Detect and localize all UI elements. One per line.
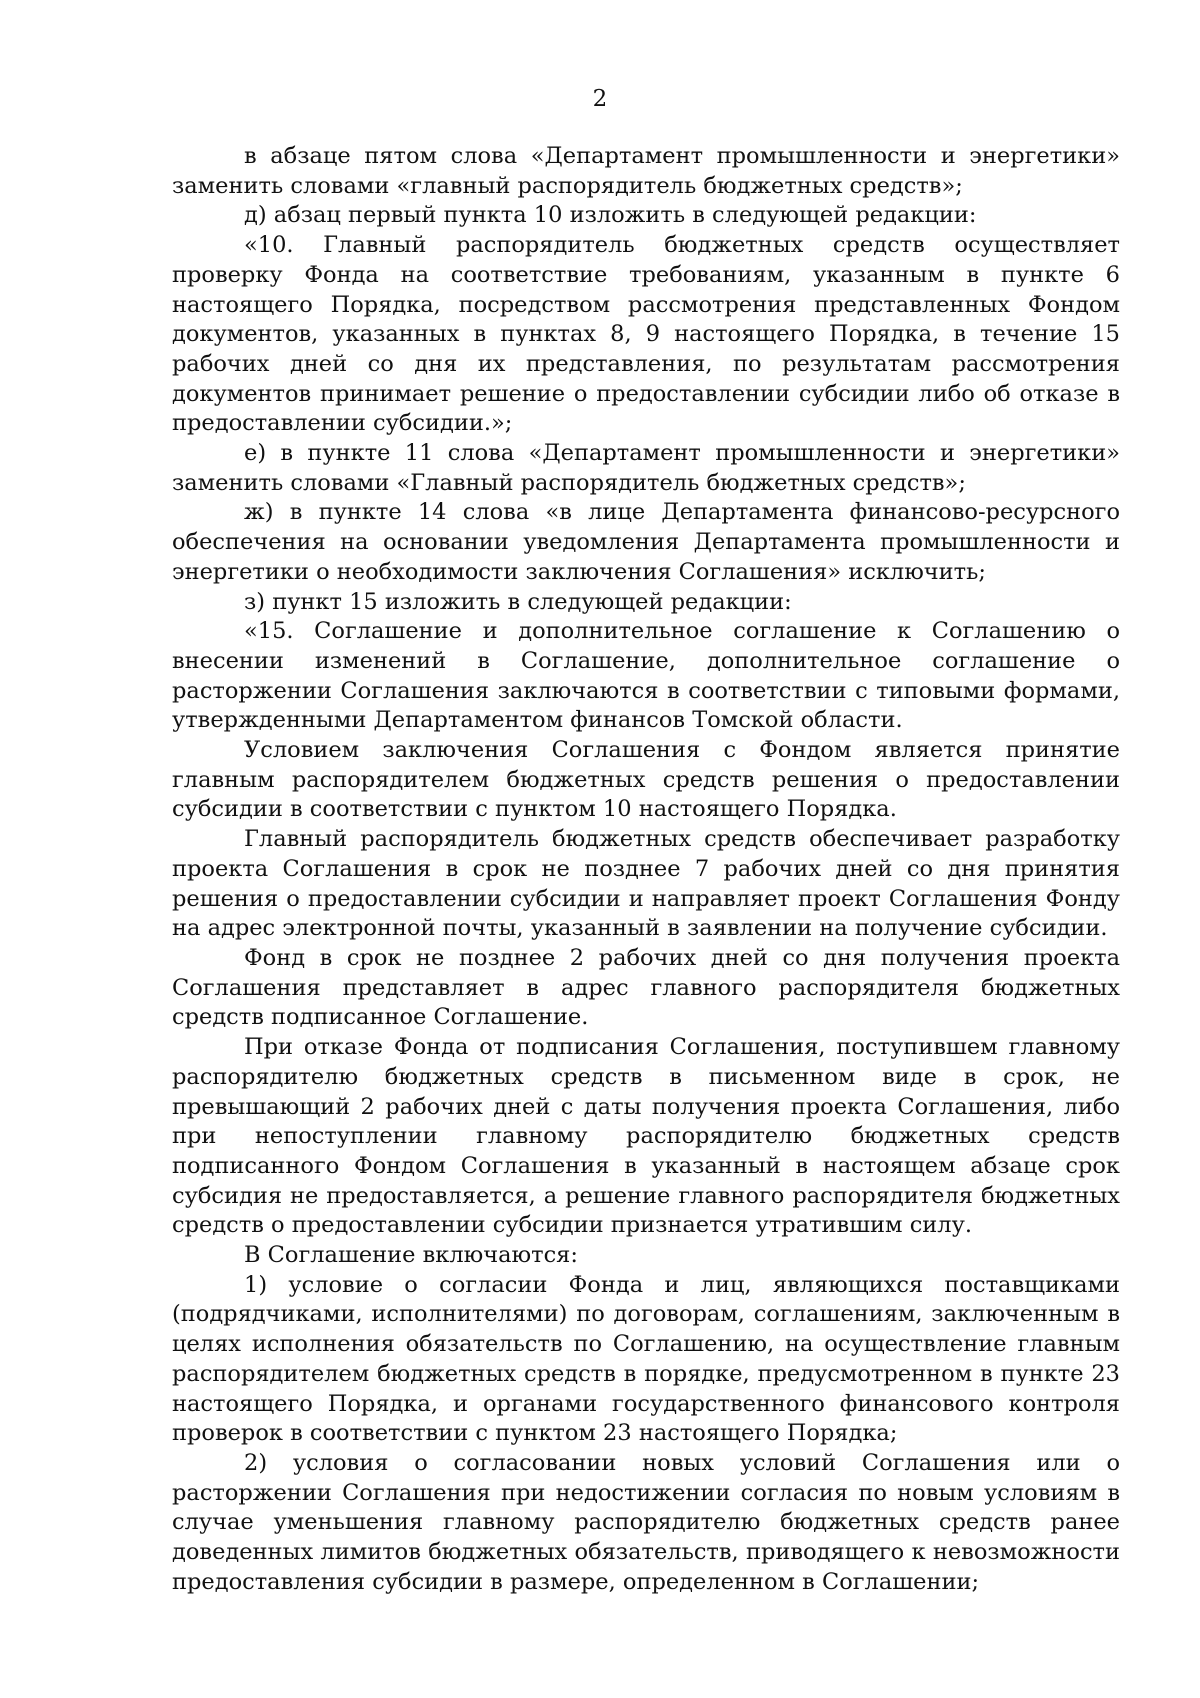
paragraph: В Соглашение включаются: bbox=[244, 1242, 578, 1269]
document-body bbox=[172, 142, 1120, 1597]
paragraph: Главный распорядитель бюджетных средств обеспечивает разработку проекта Соглашения в срок не позднее 7 рабочих дней со дня принятия решения о предоставлении субсидии и направляет проект Соглашения Фонду на адрес электронной почты, указанный в заявлении на получение субсидии. bbox=[172, 826, 1120, 942]
paragraph: в абзаце пятом слова «Департамент промышленности и энергетики» заменить словами «главный распорядитель бюджетных средств»; bbox=[172, 143, 1120, 199]
page-number: 2 bbox=[592, 86, 608, 112]
paragraph: з) пункт 15 изложить в следующей редакции: bbox=[244, 588, 792, 615]
paragraph: е) в пункте 11 слова «Департамент промышленности и энергетики» заменить словами «Главный распорядитель бюджетных средств»; bbox=[172, 440, 1120, 496]
paragraph: Фонд в срок не позднее 2 рабочих дней со дня получения проекта Соглашения представляет в адрес главного распорядителя бюджетных средств подписанное Соглашение. bbox=[172, 944, 1120, 1031]
paragraph: д) абзац первый пункта 10 изложить в следующей редакции: bbox=[244, 202, 977, 229]
paragraph: 2) условия о согласовании новых условий Соглашения или о расторжении Соглашения при недостижении согласия по новым условиям в случае уменьшения главному распорядителю бюджетных средств ранее доведенных лимитов бюджетных обязательств, приводящего к невозможности предоставления субсидии в размере, определенном в Соглашении; bbox=[172, 1449, 1120, 1595]
paragraph: ж) в пункте 14 слова «в лице Департамента финансово-ресурсного обеспечения на основании уведомления Департамента промышленности и энергетики о необходимости заключения Соглашения» исключить; bbox=[172, 499, 1120, 585]
paragraph: Условием заключения Соглашения с Фондом является принятие главным распорядителем бюджетных средств решения о предоставлении субсидии в соответствии с пунктом 10 настоящего Порядка. bbox=[172, 737, 1120, 823]
paragraph: При отказе Фонда от подписания Соглашения, поступившем главному распорядителю бюджетных средств в письменном виде в срок, не превышающий 2 рабочих дней с даты получения проекта Соглашения, либо при непоступлении главному распорядителю бюджетных средств подписанного Фондом Соглашения в указанный в настоящем абзаце срок субсидия не предоставляется, а решение главного распорядителя бюджетных средств о предоставлении субсидии признается утратившим силу. bbox=[172, 1034, 1120, 1239]
paragraph: «10. Главный распорядитель бюджетных средств осуществляет проверку Фонда на соответствие требованиям, указанным в пункте 6 настоящего Порядка, посредством рассмотрения представленных Фондом документов, указанных в пунктах 8, 9 настоящего Порядка, в течение 15 рабочих дней со дня их представления, по результатам рассмотрения документов принимает решение о предоставлении субсидии либо об отказе в предоставлении субсидии.»; bbox=[172, 232, 1120, 437]
paragraph: 1) условие о согласии Фонда и лиц, являющихся поставщиками (подрядчиками, исполнителями) по договорам, соглашениям, заключенным в целях исполнения обязательств по Соглашению, на осуществление главным распорядителем бюджетных средств в порядке, предусмотренном в пункте 23 настоящего Порядка, и органами государственного финансового контроля проверок в соответствии с пунктом 23 настоящего Порядка; bbox=[172, 1271, 1120, 1447]
paragraph: «15. Соглашение и дополнительное соглашение к Соглашению о внесении изменений в Соглашение, дополнительное соглашение о расторжении Соглашения заключаются в соответствии с типовыми формами, утвержденными Департаментом финансов Томской области. bbox=[172, 618, 1120, 734]
